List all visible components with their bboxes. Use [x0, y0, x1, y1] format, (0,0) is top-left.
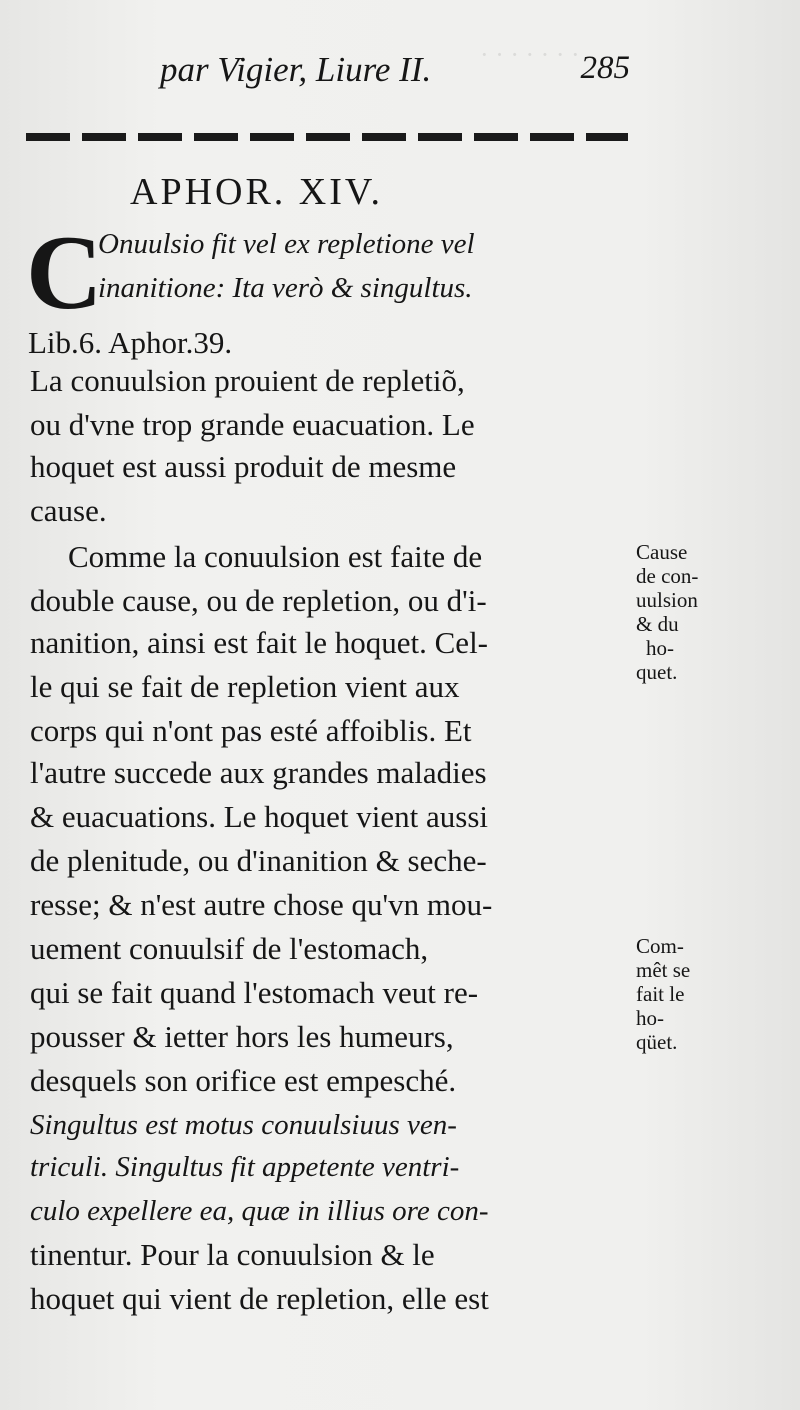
- latin-quote-line: triculi. Singultus fit appetente ventri-: [30, 1151, 460, 1183]
- text-line: hoquet est aussi produit de mesme: [30, 449, 457, 484]
- margin-note-line: quet.: [636, 660, 678, 684]
- drop-cap: C: [26, 214, 103, 331]
- margin-note-line: uulsion: [636, 588, 698, 612]
- text-line: La conuulsion prouient de repletiõ,: [30, 363, 465, 398]
- text-line: l'autre succede aux grandes maladies: [30, 755, 487, 790]
- header-rule: [26, 133, 628, 141]
- text-line: desquels son orifice est empesché.: [30, 1063, 457, 1098]
- aphorism-reference: Lib.6. Aphor.39.: [28, 325, 233, 360]
- margin-note-line: Cause: [636, 540, 688, 564]
- margin-note-line: ho-: [646, 636, 674, 660]
- margin-note-line: mêt se: [636, 958, 691, 982]
- text-line: tinentur. Pour la conuulsion & le: [30, 1237, 435, 1272]
- text-line: le qui se fait de repletion vient aux: [30, 669, 460, 704]
- text-line: nanition, ainsi est fait le hoquet. Cel-: [30, 625, 489, 660]
- page-header: [160, 50, 630, 100]
- text-line: corps qui n'ont pas esté affoiblis. Et: [30, 713, 472, 748]
- text-line: Comme la conuulsion est faite de: [68, 539, 483, 574]
- margin-note-line: fait le: [636, 982, 685, 1006]
- latin-aphorism-line: Onuulsio fit vel ex repletione vel: [98, 228, 475, 260]
- latin-quote-line: Singultus est motus conuulsiuus ven-: [30, 1109, 457, 1141]
- running-title: par Vigier, Liure II.: [160, 50, 432, 89]
- text-line: cause.: [30, 493, 107, 528]
- text-line: uement conuulsif de l'estomach,: [30, 931, 429, 966]
- text-line: & euacuations. Le hoquet vient aussi: [30, 799, 488, 834]
- text-line: pousser & ietter hors les humeurs,: [30, 1019, 454, 1054]
- page-number: 285: [580, 50, 630, 86]
- text-line: hoquet qui vient de repletion, elle est: [30, 1281, 489, 1316]
- text-line: resse; & n'est autre chose qu'vn mou-: [30, 887, 493, 922]
- margin-note-line: & du: [636, 612, 679, 636]
- text-line: de plenitude, ou d'inanition & seche-: [30, 843, 487, 878]
- latin-aphorism-line: inanitione: Ita verò & singultus.: [98, 272, 473, 304]
- margin-note-line: Com-: [636, 934, 684, 958]
- text-line: ou d'vne trop grande euacuation. Le: [30, 407, 475, 442]
- margin-note-line: qüet.: [636, 1030, 678, 1054]
- margin-note-line: ho-: [636, 1006, 664, 1030]
- latin-quote-line: culo expellere ea, quæ in illius ore con-: [30, 1195, 489, 1227]
- text-line: double cause, ou de repletion, ou d'i-: [30, 583, 487, 618]
- show-through-bleed: · · · · · · ·: [480, 40, 580, 69]
- margin-note-cause: [636, 540, 756, 684]
- aphorism-heading: APHOR. XIV.: [130, 171, 383, 213]
- margin-note-comment: [636, 934, 756, 1054]
- text-line: qui se fait quand l'estomach veut re-: [30, 975, 479, 1010]
- margin-note-line: de con-: [636, 564, 699, 588]
